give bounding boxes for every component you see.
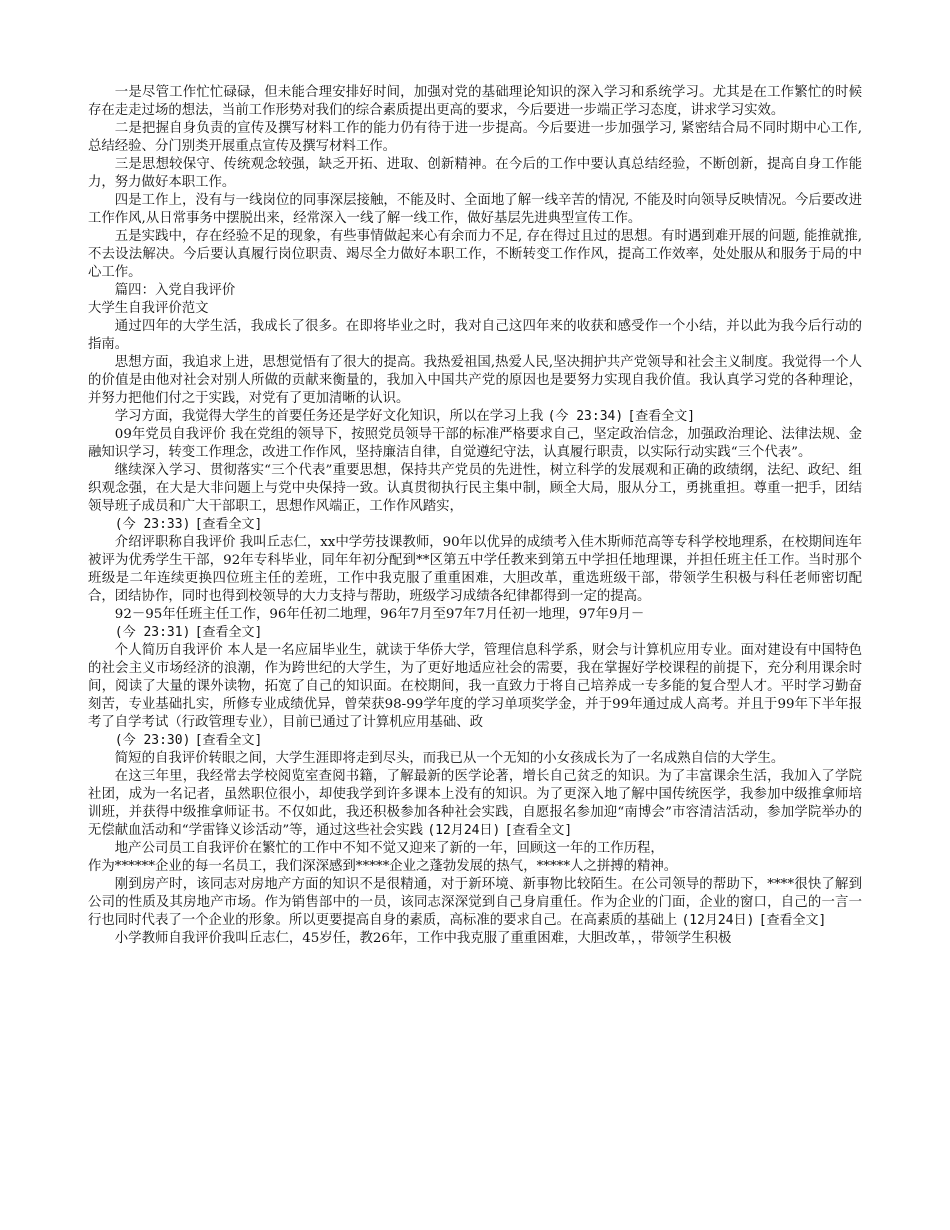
paragraph-text: 五是实践中，存在经验不足的现象，有些事情做起来心有余而力不足, 存在得过且过的思想。有时遇到难开展的问题, 能推就推, 不去设法解决。今后要认真履行岗位职责、竭尽全力做好本职工作，不断转变工作作风，提高工作效率，处处服从和服务于局的中心工作。 — [88, 229, 862, 280]
paragraph-text: 地产公司员工自我评价在繁忙的工作中不知不觉又迎来了新的一年，回顾这一年的工作历程， — [114, 841, 664, 856]
paragraph — [88, 354, 862, 408]
timestamp: (今 23:33) — [114, 517, 191, 532]
paragraph — [88, 156, 862, 192]
paragraph-text: 个人简历自我评价 本人是一名应届毕业生，就读于华侨大学，管理信息科学系，财会与计算机应用专业。面对建设有中国特色的社会主义市场经济的浪潮，作为跨世纪的大学生，为了更好地适应社会的需要，我在掌握好学校课程的前提下，充分利用课余时间，阅读了大量的课外读物，拓宽了自己的知识面。在校期间，我一直致力于将自己培养成一专多能的复合型人才。平时学习勤奋刻苦，专业基础扎实，所修专业成绩优异，曾荣获98-99学年度的学习单项奖学金，并于99年通过成人高考。并且于99年下半年报考了自学考试（行政管理专业），目前已通过了计算机应用基础、政 — [88, 643, 862, 730]
paragraph-text: 刚到房产时，该同志对房地产方面的知识不是很精通，对于新环境、新事物比较陌生。在公司领导的帮助下，****很快了解到公司的性质及其房地产市场。作为销售部中的一员，该同志深深觉到自己身肩重任。作为企业的门面，企业的窗口，自己的一言一行也同时代表了一个企业的形象。所以更要提高自身的素质，高标准的要求自己。在高素质的基础上 — [88, 877, 862, 928]
paragraph — [88, 462, 862, 516]
paragraph-text: 篇四：入党自我评价 — [114, 283, 236, 298]
paragraph — [88, 534, 862, 606]
paragraph — [88, 408, 862, 426]
document-body — [88, 84, 862, 948]
paragraph — [88, 624, 862, 642]
paragraph — [88, 840, 862, 858]
timestamp: (今 23:31) — [114, 625, 191, 640]
view-full-text-link[interactable]: [查看全文] — [194, 625, 263, 640]
paragraph-text: 介绍评职称自我评价 我叫丘志仁，xx中学劳技课教师，90年以优异的成绩考入佳木斯师范高等专科学校地理系，在校期间连年被评为优秀学生干部，92年专科毕业，同年年初分配到**区第五中学任教来到第五中学担任地理课，并担任班主任工作。当时那个班级是二年连续更换四位班主任的差班，工作中我克服了重重困难，大胆改革，重选班级干部，带领学生积极与科任老师密切配合，团结协作，同时也得到校领导的大力支持与帮助，班级学习成绩各纪律都得到一定的提高。 — [88, 535, 862, 604]
paragraph — [88, 642, 862, 732]
paragraph-text: 一是尽管工作忙忙碌碌，但未能合理安排好时间，加强对党的基础理论知识的深入学习和系统学习。尤其是在工作繁忙的时候存在走走过场的想法，当前工作形势对我们的综合素质提出更高的要求，今后要进一步端正学习态度，讲求学习实效。 — [88, 85, 862, 118]
paragraph-text: 二是把握自身负责的宣传及撰写材料工作的能力仍有待于进一步提高。今后要进一步加强学习, 紧密结合局不同时期中心工作, 总结经验、分门别类开展重点宣传及撰写材料工作。 — [88, 121, 862, 154]
paragraph — [88, 192, 862, 228]
paragraph-text: 在这三年里，我经常去学校阅览室查阅书籍，了解最新的医学论著，增长自己贫乏的知识。为了丰富课余生活，我加入了学院社团，成为一名记者，虽然职位很小，却使我学到许多课本上没有的知识。为了更深入地了解中国传统医学，我参加中级推拿师培训班，并获得中级推拿师证书。不仅如此，我还积极参加各种社会实践，自愿报名参加迎“南博会”市容清洁活动，参加学院举办的无偿献血活动和“学雷锋义诊活动”等，通过这些社会实践 — [88, 769, 862, 838]
timestamp: (12月24日) — [681, 913, 755, 928]
view-full-text-link[interactable]: [查看全文] — [194, 517, 263, 532]
paragraph-text: 大学生自我评价范文 — [88, 301, 209, 316]
paragraph — [88, 606, 862, 624]
paragraph — [88, 750, 862, 768]
paragraph-text: 简短的自我评价转眼之间，大学生涯即将走到尽头，而我已从一个无知的小女孩成长为了一名成熟自信的大学生。 — [114, 751, 785, 766]
paragraph — [88, 318, 862, 354]
view-full-text-link[interactable]: [查看全文] — [504, 823, 573, 838]
view-full-text-link[interactable]: [查看全文] — [758, 913, 827, 928]
paragraph — [88, 876, 862, 930]
paragraph — [88, 426, 862, 462]
view-full-text-link[interactable]: [查看全文] — [627, 409, 696, 424]
paragraph — [88, 858, 862, 876]
view-full-text-link[interactable]: [查看全文] — [194, 733, 263, 748]
paragraph-text: 四是工作上，没有与一线岗位的同事深层接触，不能及时、全面地了解一线辛苦的情况, 不能及时向领导反映情况。今后要改进工作作风,从日常事务中摆脱出来，经常深入一线了解一线工作，做好基层先进典型宣传工作。 — [88, 193, 862, 226]
paragraph — [88, 516, 862, 534]
timestamp: (今 23:34) — [547, 409, 624, 424]
paragraph-text: 三是思想较保守、传统观念较强，缺乏开拓、进取、创新精神。在今后的工作中要认真总结经验，不断创新，提高自身工作能力，努力做好本职工作。 — [88, 157, 862, 190]
paragraph-text: 小学教师自我评价我叫丘志仁，45岁任，教26年，工作中我克服了重重困难，大胆改革，，带领学生积极 — [114, 931, 732, 946]
paragraph-text: 09年党员自我评价 我在党组的领导下，按照党员领导干部的标准严格要求自己，坚定政治信念，加强政治理论、法律法规、金融知识学习，转变工作理念，改进工作作风，坚持廉洁自律，自觉遵纪守法，认真履行职责，以实际行动实践“三个代表”。 — [88, 427, 862, 460]
paragraph-text: 思想方面，我追求上进，思想觉悟有了很大的提高。我热爱祖国,热爱人民,坚决拥护共产党领导和社会主义制度。我觉得一个人的价值是由他对社会对别人所做的贡献来衡量的，我加入中国共产党的原因也是要努力实现自我价值。我认真学习党的各种理论，并努力把他们付之于实践，对党有了更加清晰的认识。 — [88, 355, 862, 406]
paragraph-text: 继续深入学习、贯彻落实“三个代表”重要思想，保持共产党员的先进性，树立科学的发展观和正确的政绩纲，法纪、政纪、组织观念强，在大是大非问题上与党中央保持一致。认真贯彻执行民主集中制，顾全大局，服从分工，勇挑重担。尊重一把手，团结领导班子成员和广大干部职工，思想作风端正，工作作风踏实， — [88, 463, 862, 514]
paragraph — [88, 732, 862, 750]
paragraph-text: 作为******企业的每一名员工，我们深深感到*****企业之蓬勃发展的热气，*****人之拼搏的精神。 — [88, 859, 678, 874]
paragraph — [88, 120, 862, 156]
paragraph-text: 学习方面，我觉得大学生的首要任务还是学好文化知识，所以在学习上我 — [114, 409, 544, 424]
paragraph — [88, 228, 862, 282]
paragraph — [88, 282, 862, 300]
paragraph — [88, 930, 862, 948]
paragraph-text: 92－95年任班主任工作，96年任初二地理，96年7月至97年7月任初一地理，97年9月－ — [114, 607, 645, 622]
paragraph — [88, 84, 862, 120]
paragraph — [88, 300, 862, 318]
paragraph — [88, 768, 862, 840]
timestamp: (12月24日) — [427, 823, 501, 838]
timestamp: (今 23:30) — [114, 733, 191, 748]
paragraph-text: 通过四年的大学生活，我成长了很多。在即将毕业之时，我对自己这四年来的收获和感受作一个小结，并以此为我今后行动的指南。 — [88, 319, 862, 352]
